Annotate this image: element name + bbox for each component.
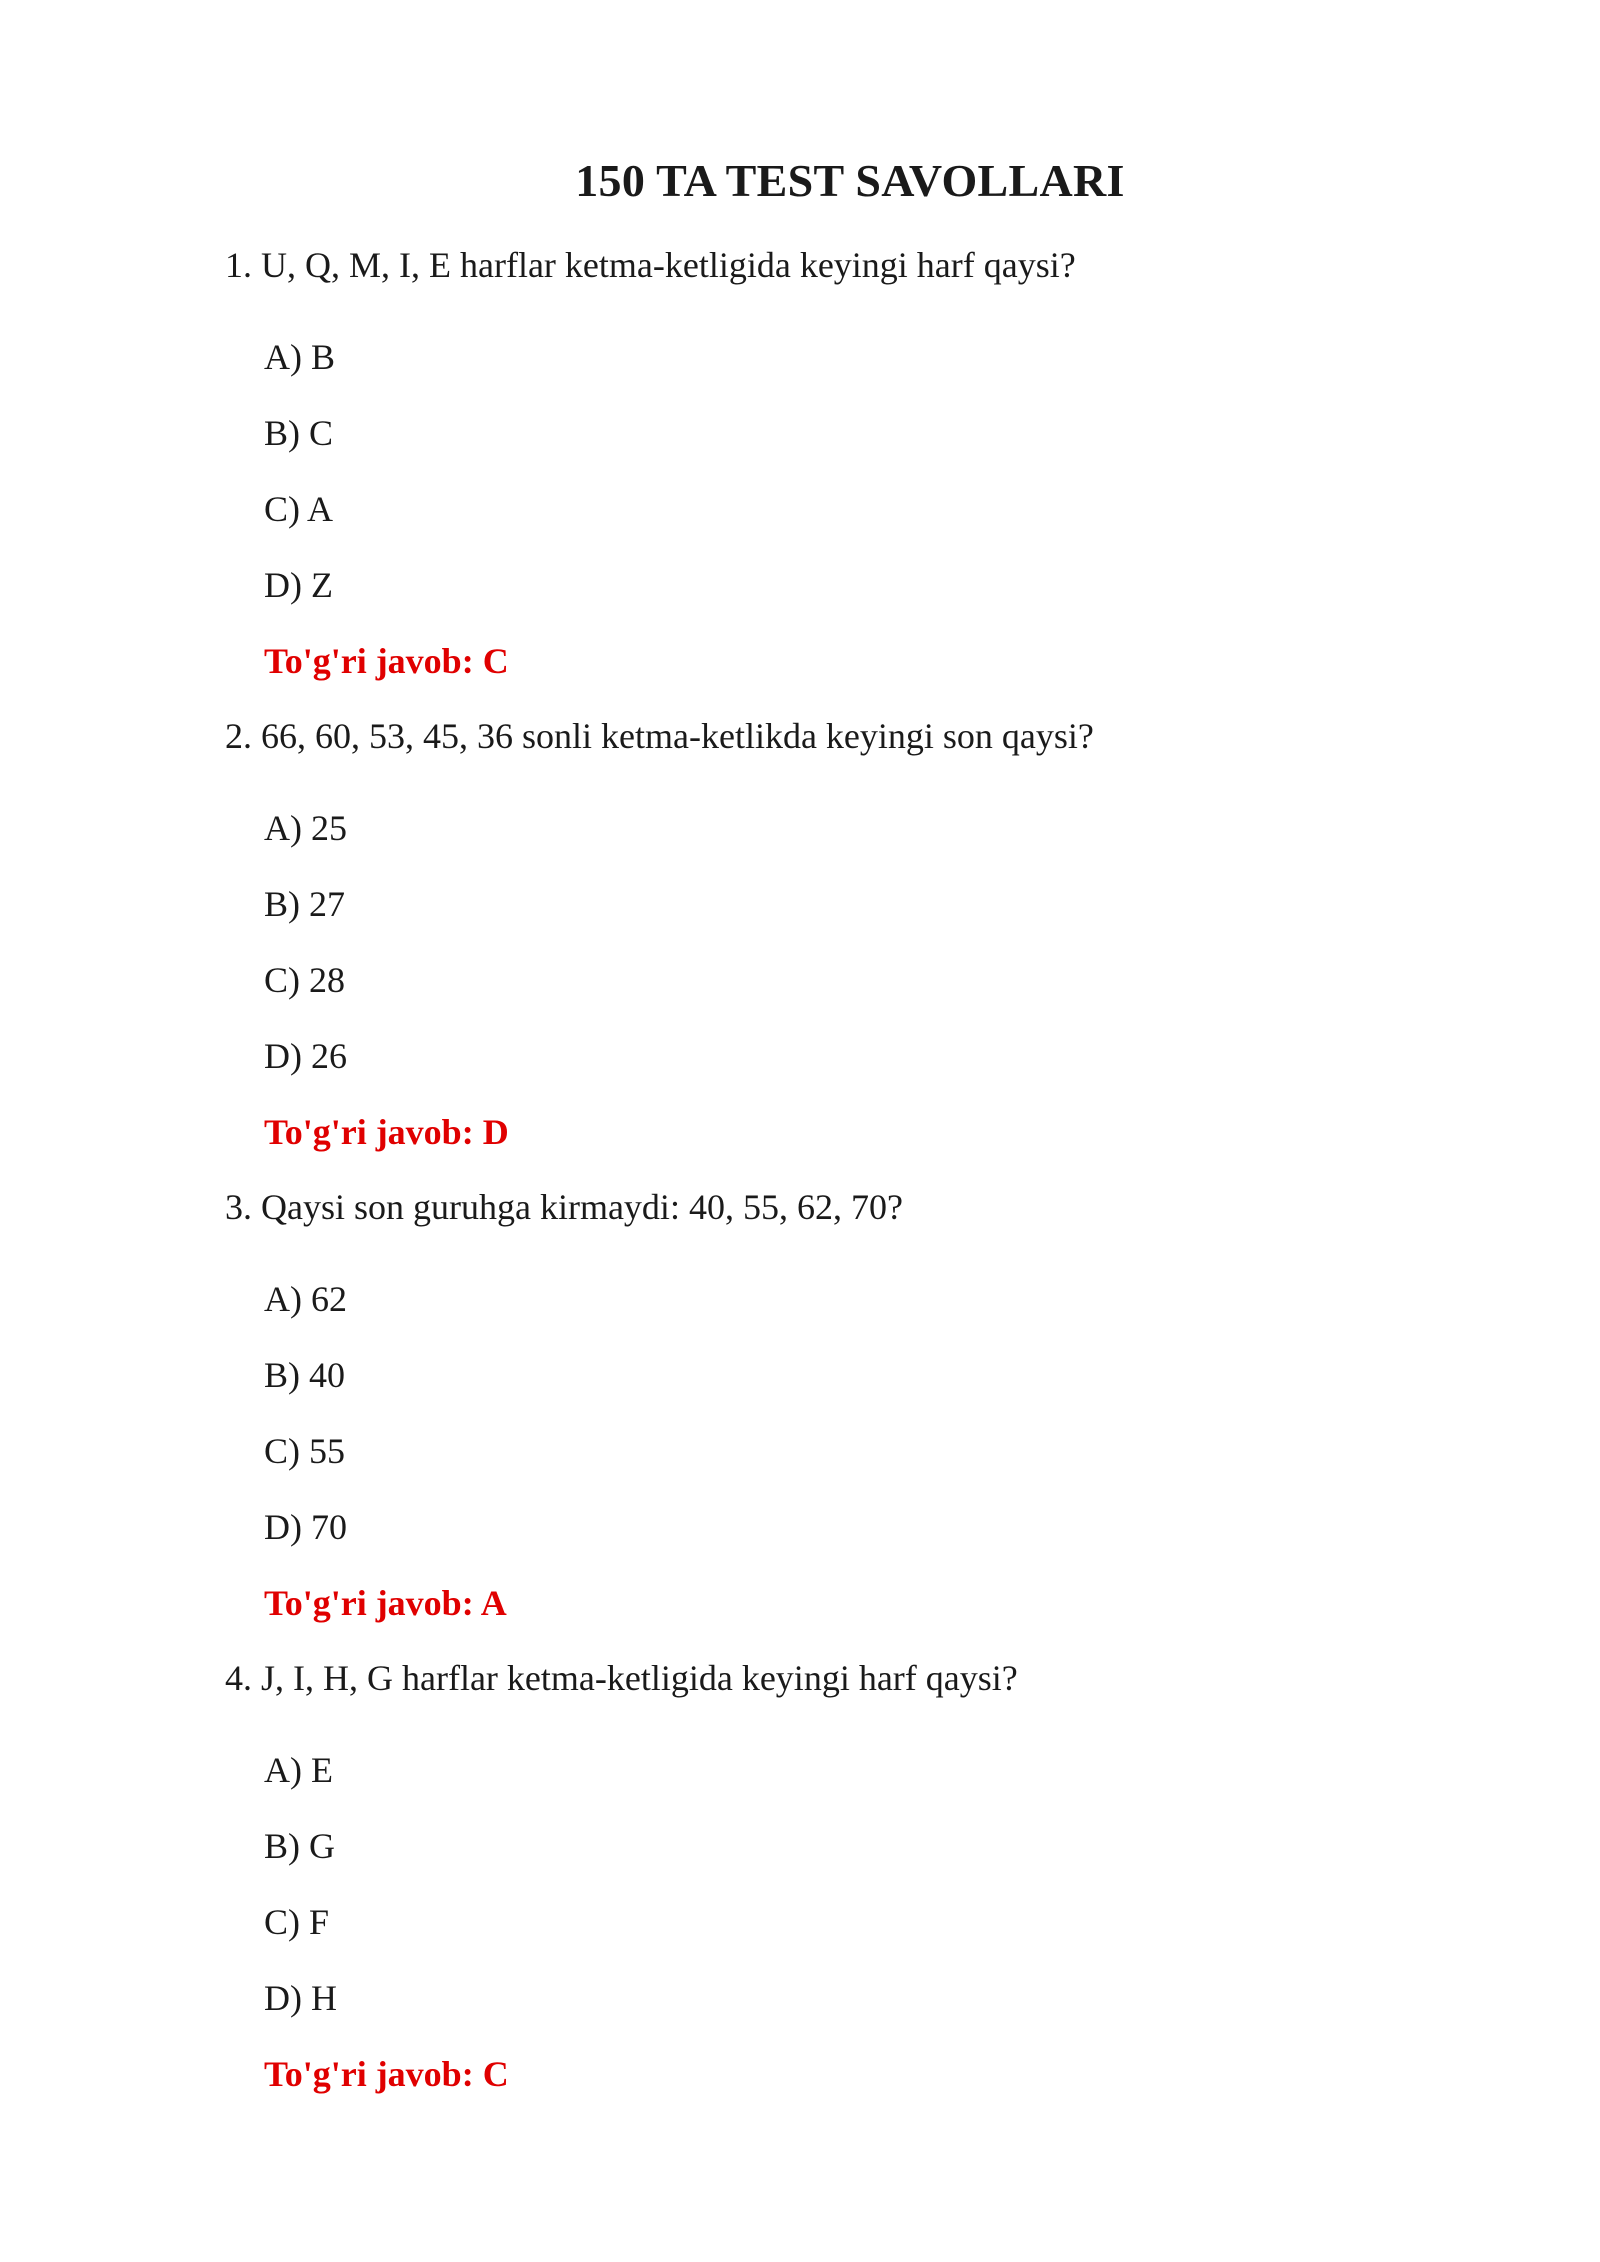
options-list xyxy=(225,1274,1425,1552)
option-b: B) G xyxy=(264,1826,335,1866)
option-d: D) 70 xyxy=(264,1507,347,1547)
option-c: C) A xyxy=(264,489,334,529)
option-c: C) 28 xyxy=(264,960,345,1000)
option-a: A) E xyxy=(264,1750,333,1790)
question-block xyxy=(225,1653,1425,2099)
document-title: 150 TA TEST SAVOLLARI xyxy=(575,155,1125,206)
option-a: A) 25 xyxy=(264,808,347,848)
option-a: A) B xyxy=(264,337,335,377)
option-d: D) H xyxy=(264,1978,337,2018)
option-a: A) 62 xyxy=(264,1279,347,1319)
option-d: D) 26 xyxy=(264,1036,347,1076)
question-text: 2. 66, 60, 53, 45, 36 sonli ketma-ketlikda keyingi son qaysi? xyxy=(225,716,1094,756)
option-d: D) Z xyxy=(264,565,333,605)
question-text: 1. U, Q, M, I, E harflar ketma-ketligida keyingi harf qaysi? xyxy=(225,245,1076,285)
options-list xyxy=(225,332,1425,610)
question-block xyxy=(225,1182,1425,1628)
correct-answer: To'g'ri javob: C xyxy=(264,641,509,681)
option-c: C) 55 xyxy=(264,1431,345,1471)
option-c: C) F xyxy=(264,1902,330,1942)
option-b: B) 40 xyxy=(264,1355,345,1395)
correct-answer: To'g'ri javob: D xyxy=(264,1112,509,1152)
option-b: B) 27 xyxy=(264,884,345,924)
correct-answer: To'g'ri javob: C xyxy=(264,2054,509,2094)
options-list xyxy=(225,1745,1425,2023)
options-list xyxy=(225,803,1425,1081)
correct-answer: To'g'ri javob: A xyxy=(264,1583,507,1623)
question-block xyxy=(225,240,1425,686)
option-b: B) C xyxy=(264,413,334,453)
question-text: 4. J, I, H, G harflar ketma-ketligida keyingi harf qaysi? xyxy=(225,1658,1018,1698)
question-text: 3. Qaysi son guruhga kirmaydi: 40, 55, 62, 70? xyxy=(225,1187,903,1227)
question-block xyxy=(225,711,1425,1157)
